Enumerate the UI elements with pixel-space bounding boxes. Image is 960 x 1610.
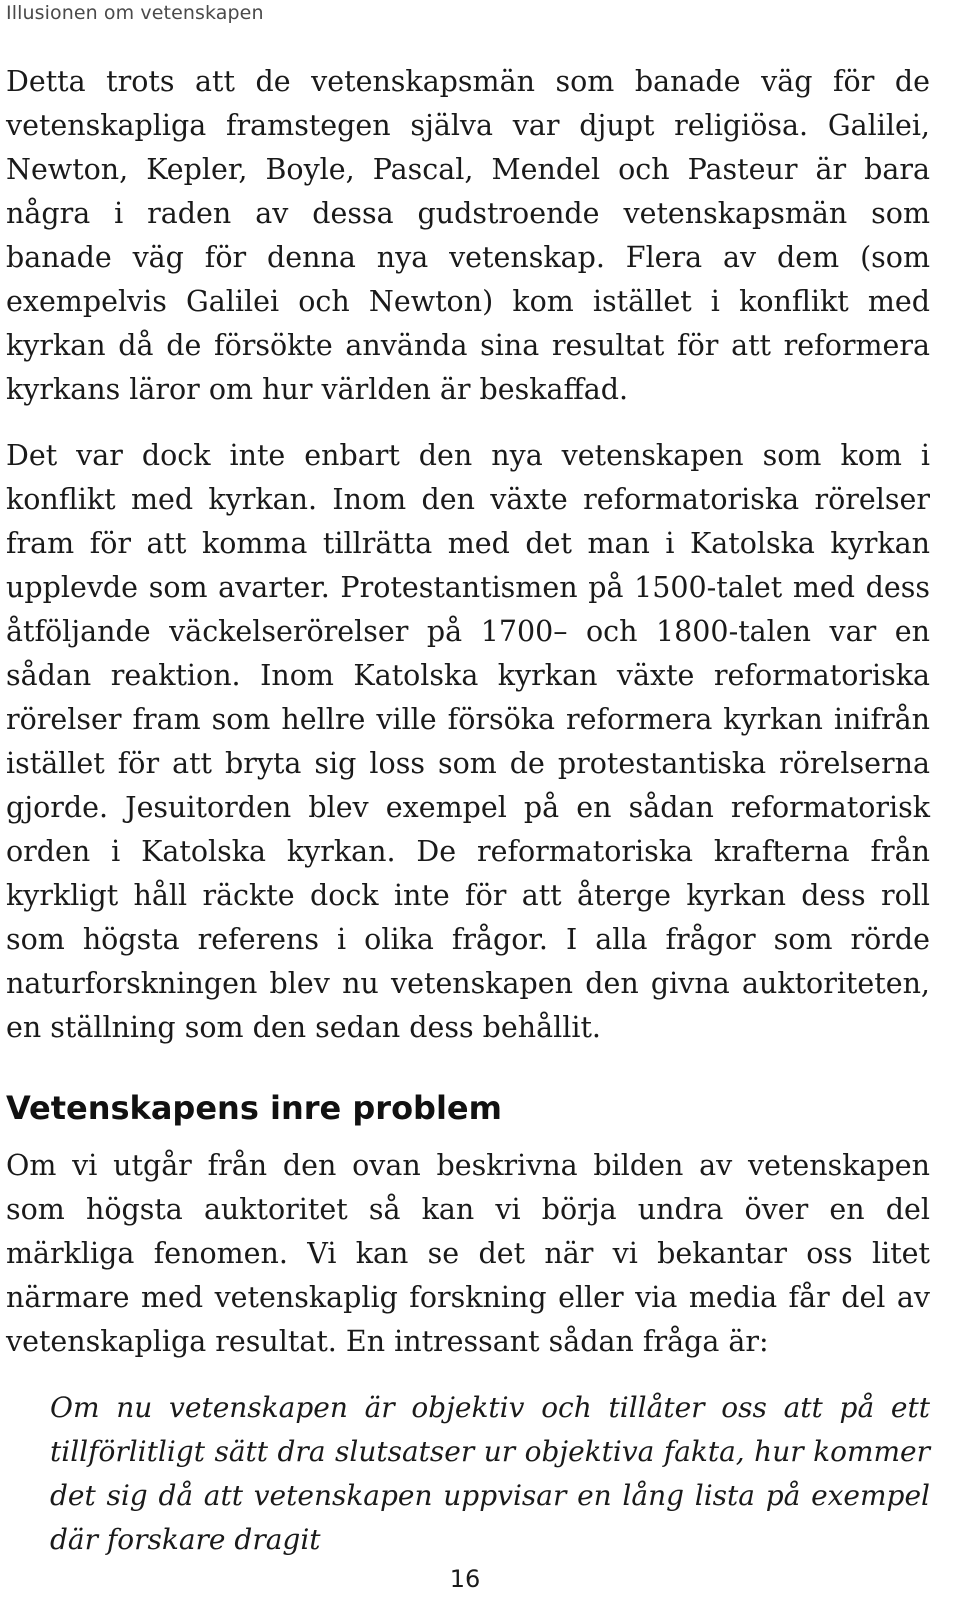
page-body	[6, 60, 930, 1562]
block-quote: Om nu vetenskapen är objektiv och tillåter oss att på ett tillförlitligt sätt dra slutsatser ur objektiva fakta, hur kommer det sig då att vetenskapen uppvisar en lång lista på exempel där forskare dragit	[50, 1391, 930, 1556]
section-heading: Vetenskapens inre problem	[6, 1089, 502, 1127]
paragraph: Om vi utgår från den ovan beskrivna bilden av vetenskapen som högsta auktoritet så kan vi börja undra över en del märkliga fenomen. Vi kan se det när vi bekantar oss litet närmare med vetenskaplig forskning eller via media får del av vetenskapliga resultat. En intressant sådan fråga är:	[6, 1149, 930, 1358]
paragraph: Detta trots att de vetenskapsmän som banade väg för de vetenskapliga framstegen själva var djupt religiösa. Galilei, Newton, Kepler, Boyle, Pascal, Mendel och Pasteur är bara några i raden av dessa gudstroende vetenskapsmän som banade väg för denna nya vetenskap. Flera av dem (som exempelvis Galilei och Newton) kom istället i konflikt med kyrkan då de försökte använda sina resultat för att reformera kyrkans läror om hur världen är beskaffad.	[6, 65, 930, 406]
paragraph: Det var dock inte enbart den nya vetenskapen som kom i konflikt med kyrkan. Inom den växte reformatoriska rörelser fram för att komma tillrätta med det man i Katolska kyrkan upplevde som avarter. Protestantismen på 1500-talet med dess åtföljande väckelserörelser på 1700– och 1800-talen var en sådan reaktion. Inom Katolska kyrkan växte reformatoriska rörelser fram som hellre ville försöka reformera kyrkan inifrån istället för att bryta sig loss som de protestantiska rörelserna gjorde. Jesuitorden blev exempel på en sådan reformatorisk orden i Katolska kyrkan. De reformatoriska krafterna från kyrkligt håll räckte dock inte för att återge kyrkan dess roll som högsta referens i olika frågor. I alla frågor som rörde naturforskningen blev nu vetenskapen den givna auktoriteten, en ställning som den sedan dess behållit.	[6, 439, 930, 1044]
running-header: Illusionen om vetenskapen	[6, 2, 264, 24]
page-number: 16	[449, 1565, 481, 1593]
